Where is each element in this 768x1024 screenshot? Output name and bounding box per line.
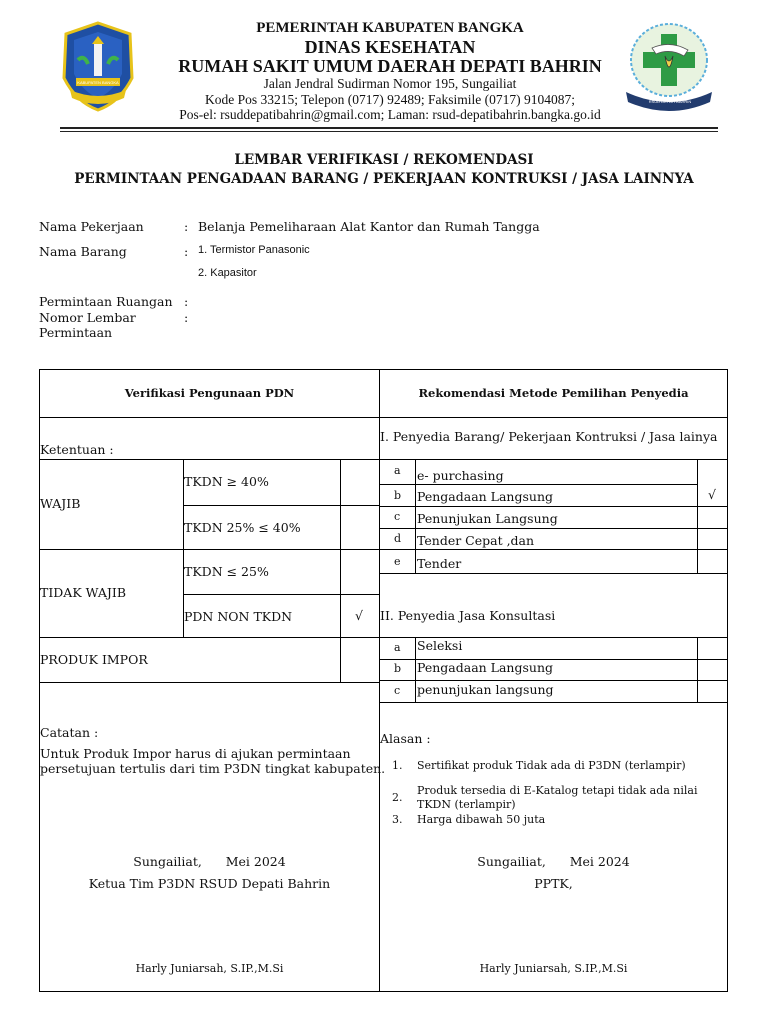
catatan-text-line-2: persetujuan tertulis dari tim P3DN tingkat kabupaten.: [40, 761, 386, 776]
option-label: Penunjukan Langsung: [417, 511, 558, 526]
rule: [40, 549, 379, 550]
header-row-rule: [40, 417, 727, 418]
option-letter: a: [394, 641, 401, 654]
right-signer-name: Harly Juniarsah, S.IP.,M.Si: [479, 962, 628, 975]
left-signer-role: Ketua Tim P3DN RSUD Depati Bahrin: [88, 876, 331, 891]
alasan-text: Harga dibawah 50 juta: [417, 813, 546, 826]
nomor-lembar-label-2: Permintaan: [39, 325, 113, 340]
rule: [340, 459, 341, 682]
nama-barang-label: Nama Barang: [39, 244, 127, 259]
header-rule-thick: [60, 127, 718, 129]
section-2-title: II. Penyedia Jasa Konsultasi: [380, 608, 556, 623]
rule: [379, 528, 727, 529]
header-line-4: Jalan Jendral Sudirman Nomor 195, Sungailiat: [263, 76, 517, 91]
section-1-title: I. Penyedia Barang/ Pekerjaan Kontruksi / Jasa lainya: [380, 429, 718, 444]
tkdn-25-label: TKDN ≤ 25%: [184, 564, 269, 579]
alasan-number: 2.: [392, 791, 403, 804]
rule: [379, 459, 727, 460]
rule: [379, 549, 727, 550]
rule: [379, 506, 727, 507]
option-letter: c: [394, 684, 401, 697]
catatan-label: Catatan :: [40, 725, 99, 740]
header-line-6: Pos-el: rsuddepatibahrin@gmail.com; Laman: rsud-depatibahrin.bangka.go.id: [179, 107, 601, 122]
pdn-non-tkdn-checkmark: √: [355, 608, 363, 623]
option-label: Seleksi: [417, 638, 463, 653]
option-label: Tender Cepat ,dan: [417, 533, 535, 548]
rule: [40, 637, 379, 638]
nama-pekerjaan-label: Nama Pekerjaan: [39, 219, 144, 234]
option-label: penunjukan langsung: [417, 682, 554, 697]
left-column-header: Verifikasi Pengunaan PDN: [124, 386, 295, 400]
option-letter: b: [394, 489, 402, 502]
nama-pekerjaan-colon: :: [184, 219, 189, 234]
right-column-header: Rekomendasi Metode Pemilihan Penyedia: [418, 386, 689, 400]
alasan-text: TKDN (terlampir): [417, 798, 516, 811]
nama-barang-colon: :: [184, 244, 189, 259]
verification-table: [39, 369, 728, 992]
permintaan-ruangan-label: Permintaan Ruangan: [39, 294, 173, 309]
alasan-label: Alasan :: [380, 731, 431, 746]
header-line-3: RUMAH SAKIT UMUM DAERAH DEPATI BAHRIN: [178, 56, 602, 76]
option-letter: e: [394, 555, 401, 568]
option-letter: c: [394, 510, 401, 523]
wajib-label: WAJIB: [40, 496, 81, 511]
option-label: Pengadaan Langsung: [417, 489, 554, 504]
alasan-number: 1.: [392, 759, 403, 772]
rule: [40, 459, 379, 460]
rule: [415, 459, 416, 573]
rule: [183, 505, 379, 506]
document-title-line-2: PERMINTAAN PENGADAAN BARANG / PEKERJAAN KONTRUKSI / JASA LAINNYA: [74, 171, 694, 187]
right-signer-role: PPTK,: [534, 876, 573, 891]
rule: [379, 680, 727, 681]
tkdn-25-40-label: TKDN 25% ≤ 40%: [184, 520, 301, 535]
rule: [697, 637, 698, 702]
rule: [415, 637, 416, 702]
header-line-5: Kode Pos 33215; Telepon (0717) 92489; Faksimile (0717) 9104087;: [204, 92, 576, 107]
left-signer-name: Harly Juniarsah, S.IP.,M.Si: [135, 962, 284, 975]
rule: [697, 459, 698, 573]
alasan-number: 3.: [392, 813, 403, 826]
nomor-lembar-label: Nomor Lembar: [39, 310, 136, 325]
header-line-1: PEMERINTAH KABUPATEN BANGKA: [256, 20, 524, 36]
tkdn-40-label: TKDN ≥ 40%: [184, 474, 269, 489]
document-title-line-1: LEMBAR VERIFIKASI / REKOMENDASI: [234, 152, 534, 168]
produk-impor-label: PRODUK IMPOR: [40, 652, 148, 667]
alasan-text: Produk tersedia di E-Katalog tetapi tidak ada nilai: [417, 784, 698, 797]
option-letter: a: [394, 464, 401, 477]
logo-left-text: KABUPATEN BANGKA: [77, 80, 119, 85]
header-line-2: DINAS KESEHATAN: [304, 37, 476, 57]
pdn-non-tkdn-label: PDN NON TKDN: [184, 609, 293, 624]
option-label: Pengadaan Langsung: [417, 660, 554, 675]
header: [0, 0, 768, 135]
option-check: √: [708, 487, 716, 502]
permintaan-ruangan-colon: :: [184, 294, 189, 309]
rule: [183, 594, 379, 595]
right-place-date: Sungailiat, Mei 2024: [477, 854, 630, 869]
rule: [40, 682, 379, 683]
header-rule-thin: [60, 131, 718, 132]
tidak-wajib-label: TIDAK WAJIB: [40, 585, 127, 600]
ketentuan-label: Ketentuan :: [40, 442, 114, 457]
logo-right-text: RSUD DEPATI BAHRIN: [648, 99, 692, 104]
nama-pekerjaan-value: Belanja Pemeliharaan Alat Kantor dan Rumah Tangga: [198, 219, 540, 234]
catatan-text-line-1: Untuk Produk Impor harus di ajukan permintaan: [40, 746, 351, 761]
rule: [379, 484, 697, 485]
rule: [379, 573, 727, 574]
rule: [379, 702, 727, 703]
option-label: e- purchasing: [417, 468, 504, 483]
option-letter: b: [394, 662, 402, 675]
option-letter: d: [394, 532, 402, 545]
nama-barang-item: 1. Termistor Panasonic: [198, 244, 310, 256]
nama-barang-item: 2. Kapasitor: [198, 267, 257, 279]
nomor-lembar-colon: :: [184, 310, 189, 325]
left-place-date: Sungailiat, Mei 2024: [133, 854, 286, 869]
option-label: Tender: [417, 556, 462, 571]
alasan-text: Sertifikat produk Tidak ada di P3DN (terlampir): [417, 759, 686, 772]
